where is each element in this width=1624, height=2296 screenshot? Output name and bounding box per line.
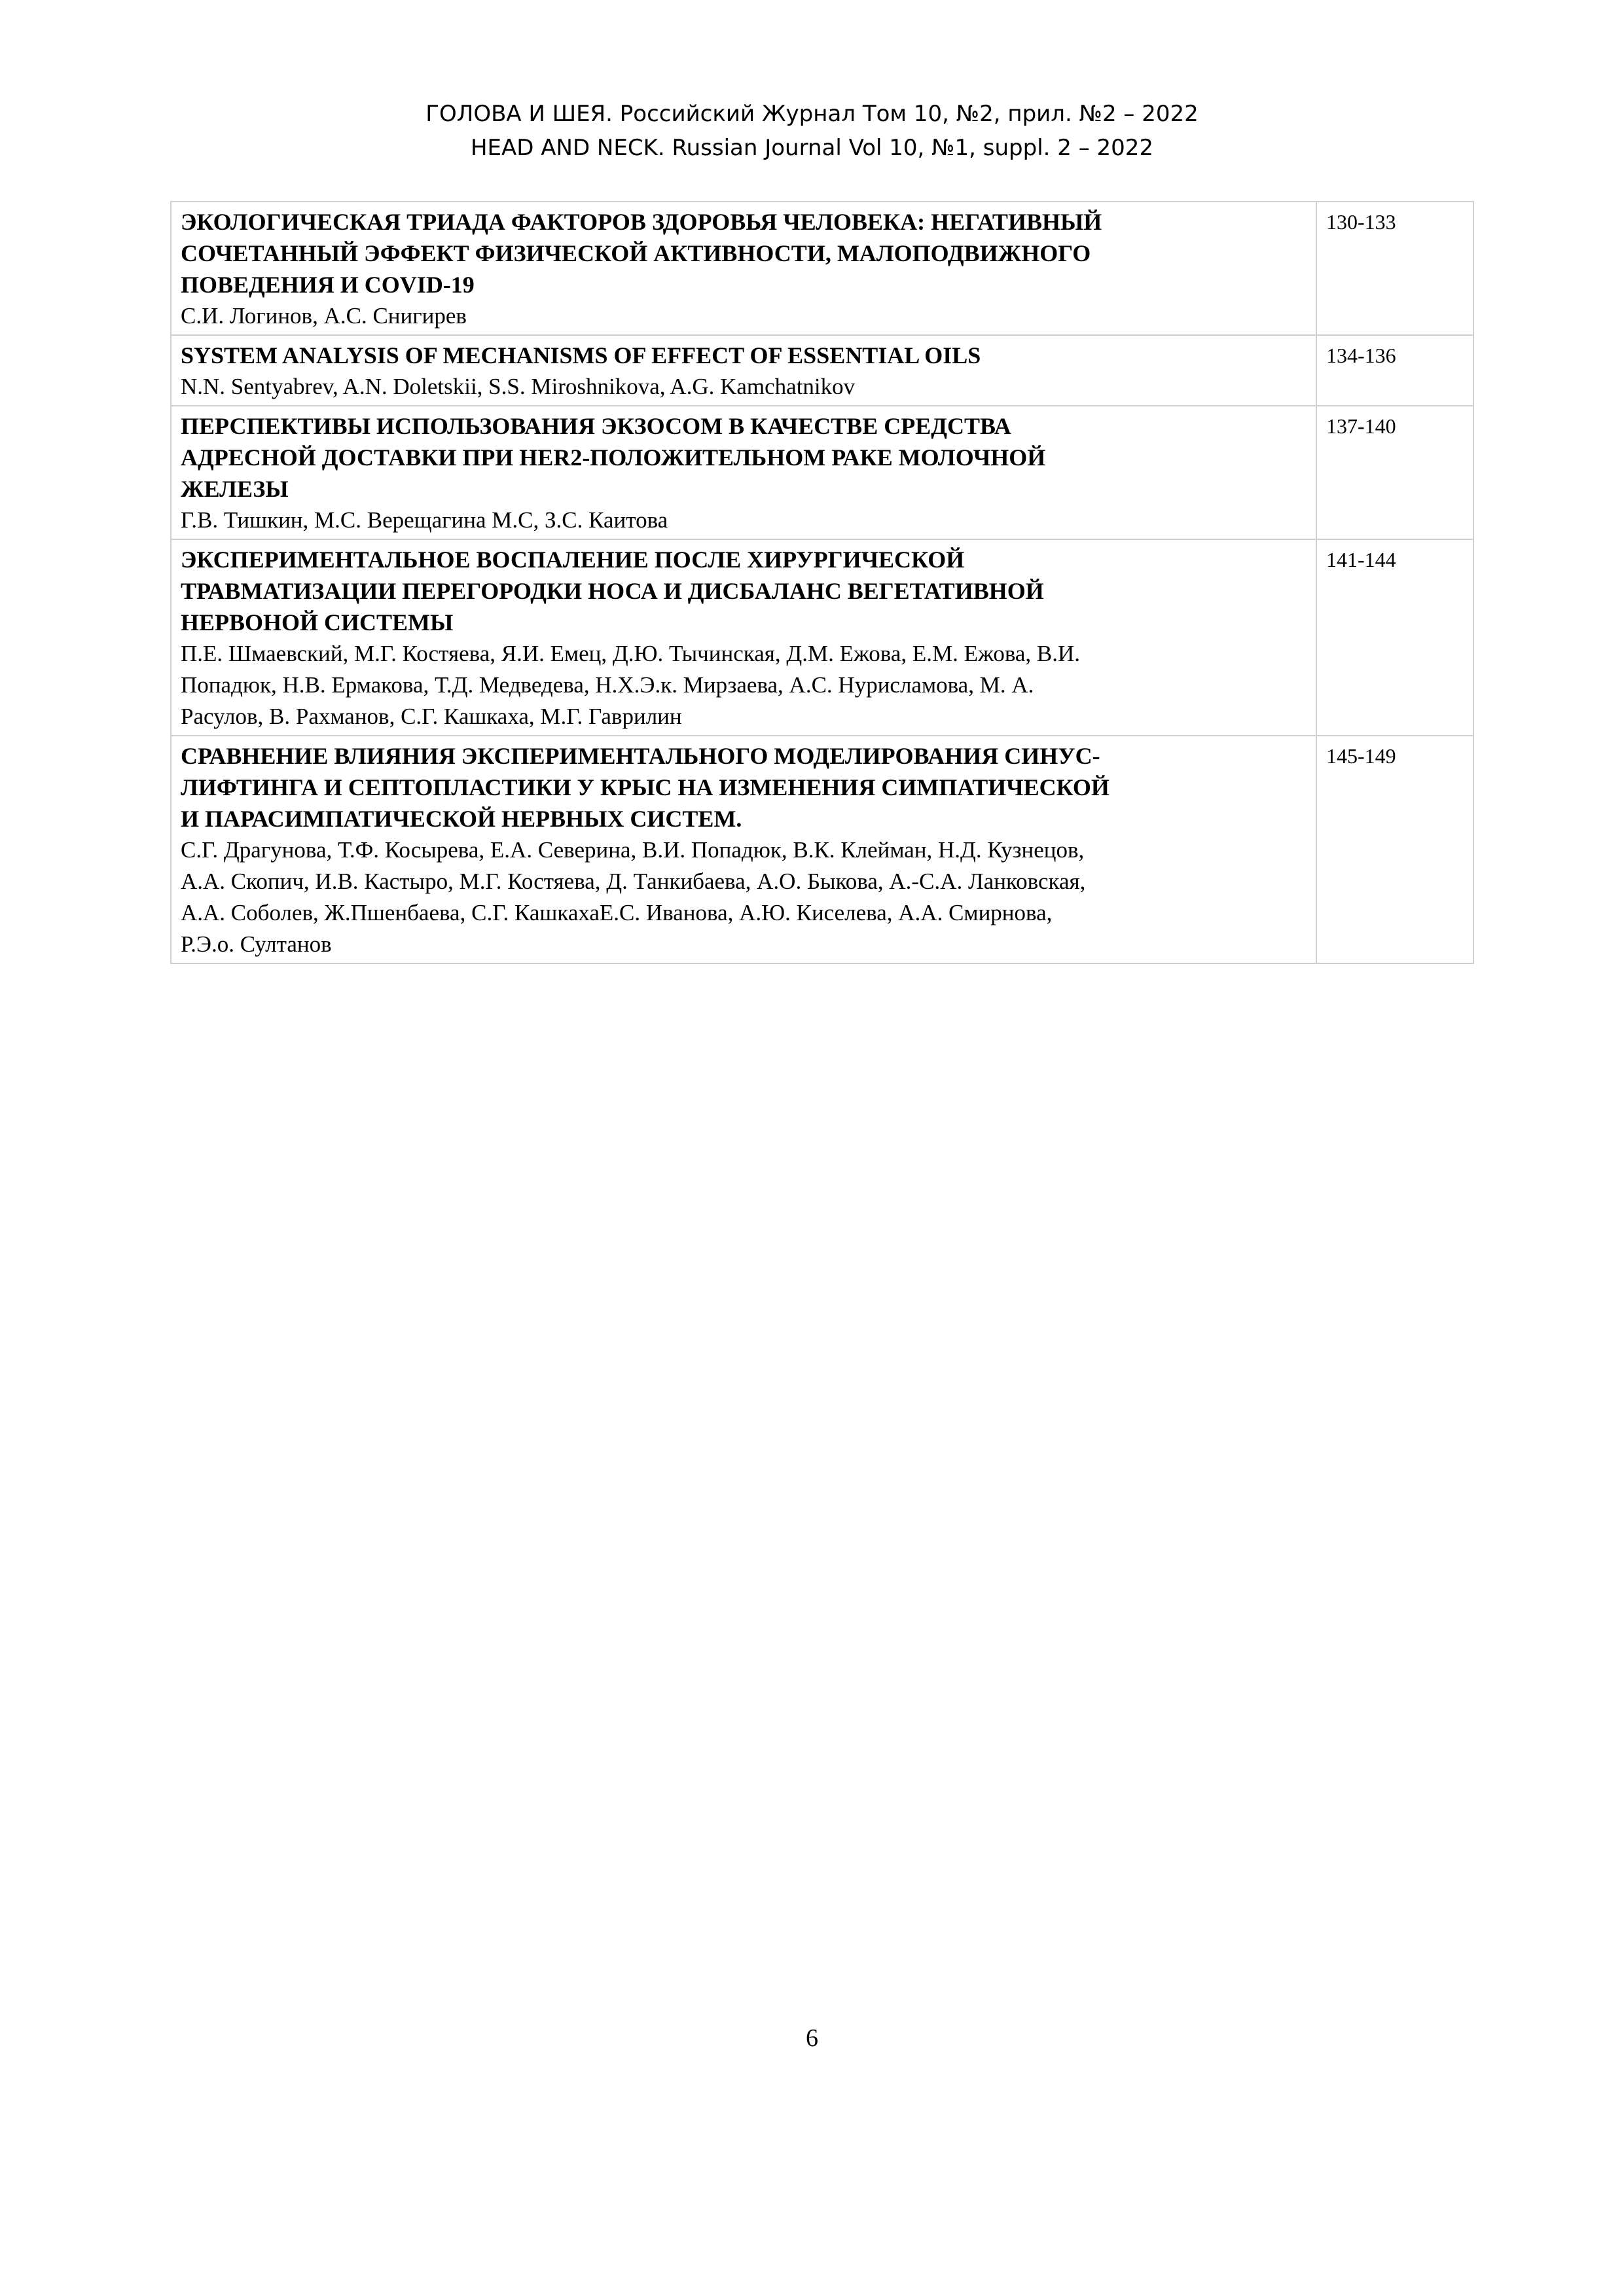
table-row (171, 202, 1473, 335)
article-authors (181, 371, 1307, 403)
header-line-en: HEAD AND NECK. Russian Journal Vol 10, №1, suppl. 2 – 2022 (470, 135, 1154, 161)
author-line: С.Г. Драгунова, Т.Ф. Косырева, Е.А. Северина, В.И. Попадюк, В.К. Клейман, Н.Д. Кузнецов, (181, 837, 1085, 863)
running-header (0, 97, 1624, 165)
contents-table (170, 201, 1474, 964)
title-line: ЭКОЛОГИЧЕСКАЯ ТРИАДА ФАКТОРОВ ЗДОРОВЬЯ ЧЕЛОВЕКА: НЕГАТИВНЫЙ (181, 209, 1102, 235)
table-row (171, 736, 1473, 963)
title-line: СРАВНЕНИЕ ВЛИЯНИЯ ЭКСПЕРИМЕНТАЛЬНОГО МОДЕЛИРОВАНИЯ СИНУС- (181, 743, 1100, 769)
entry-cell (171, 539, 1316, 736)
article-title (181, 206, 1307, 300)
entry-cell (171, 736, 1316, 963)
table-row (171, 335, 1473, 406)
article-title (181, 340, 1307, 371)
page-range: 141-144 (1316, 539, 1473, 736)
header-line-ru: ГОЛОВА И ШЕЯ. Российский Журнал Том 10, №2, прил. №2 – 2022 (425, 101, 1199, 127)
title-line: ПОВЕДЕНИЯ И COVID-19 (181, 272, 475, 298)
page-range: 137-140 (1316, 406, 1473, 539)
author-line: Г.В. Тишкин, М.С. Верещагина М.С, З.С. Каитова (181, 507, 668, 533)
author-line: Р.Э.о. Султанов (181, 931, 332, 957)
title-line: SYSTEM ANALYSIS OF MECHANISMS OF EFFECT OF ESSENTIAL OILS (181, 342, 981, 368)
author-line: Попадюк, Н.В. Ермакова, Т.Д. Медведева, Н.Х.Э.к. Мирзаева, А.С. Нурисламова, М. А. (181, 672, 1034, 698)
table-row (171, 539, 1473, 736)
table-row (171, 406, 1473, 539)
article-authors (181, 505, 1307, 536)
author-line: N.N. Sentyabrev, A.N. Doletskii, S.S. Miroshnikova, A.G. Kamchatnikov (181, 374, 856, 399)
article-authors (181, 834, 1307, 960)
entry-cell (171, 406, 1316, 539)
title-line: И ПАРАСИМПАТИЧЕСКОЙ НЕРВНЫХ СИСТЕМ. (181, 806, 742, 832)
page-range: 145-149 (1316, 736, 1473, 963)
author-line: А.А. Скопич, И.В. Кастыро, М.Г. Костяева, Д. Танкибаева, А.О. Быкова, А.-С.А. Ланковская, (181, 869, 1086, 894)
title-line: ТРАВМАТИЗАЦИИ ПЕРЕГОРОДКИ НОСА И ДИСБАЛАНС ВЕГЕТАТИВНОЙ (181, 578, 1044, 604)
title-line: ЖЕЛЕЗЫ (181, 476, 289, 502)
title-line: ЛИФТИНГА И СЕПТОПЛАСТИКИ У КРЫС НА ИЗМЕНЕНИЯ СИМПАТИЧЕСКОЙ (181, 774, 1110, 800)
article-title (181, 410, 1307, 505)
title-line: ПЕРСПЕКТИВЫ ИСПОЛЬЗОВАНИЯ ЭКЗОСОМ В КАЧЕСТВЕ СРЕДСТВА (181, 413, 1011, 439)
title-line: НЕРВОНОЙ СИСТЕМЫ (181, 609, 454, 636)
article-title (181, 740, 1307, 834)
page-range: 134-136 (1316, 335, 1473, 406)
entry-cell (171, 202, 1316, 335)
author-line: Расулов, В. Рахманов, С.Г. Кашкаха, М.Г. Гаврилин (181, 704, 682, 729)
author-line: П.Е. Шмаевский, М.Г. Костяева, Я.И. Емец, Д.Ю. Тычинская, Д.М. Ежова, Е.М. Ежова, В.И. (181, 641, 1081, 666)
author-line: А.А. Соболев, Ж.Пшенбаева, С.Г. КашкахаЕ.С. Иванова, А.Ю. Киселева, А.А. Смирнова, (181, 900, 1053, 925)
page-range: 130-133 (1316, 202, 1473, 335)
title-line: СОЧЕТАННЫЙ ЭФФЕКТ ФИЗИЧЕСКОЙ АКТИВНОСТИ, МАЛОПОДВИЖНОГО (181, 240, 1091, 266)
author-line: С.И. Логинов, А.С. Снигирев (181, 303, 467, 329)
entry-cell (171, 335, 1316, 406)
article-authors (181, 638, 1307, 732)
title-line: ЭКСПЕРИМЕНТАЛЬНОЕ ВОСПАЛЕНИЕ ПОСЛЕ ХИРУРГИЧЕСКОЙ (181, 547, 965, 573)
title-line: АДРЕСНОЙ ДОСТАВКИ ПРИ HER2-ПОЛОЖИТЕЛЬНОМ РАКЕ МОЛОЧНОЙ (181, 444, 1046, 471)
article-authors (181, 300, 1307, 332)
page-number: 6 (806, 2024, 818, 2052)
article-title (181, 544, 1307, 638)
